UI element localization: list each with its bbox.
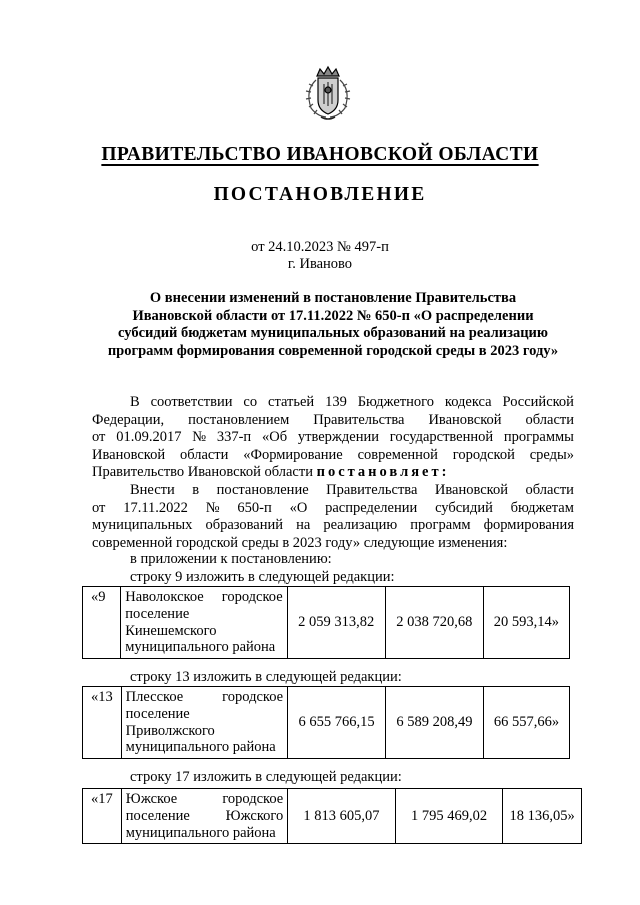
name-line: поселение [125, 605, 190, 622]
subsidy-total: 2 059 313,82 [287, 587, 385, 659]
name-line: поселение Южского [125, 807, 284, 824]
document-body [92, 394, 574, 552]
name-line: муниципального района [125, 639, 276, 656]
name-line: муниципального района [125, 739, 276, 756]
document-type: ПОСТАНОВЛЕНИЕ [213, 184, 427, 205]
table-row-9 [82, 586, 570, 659]
subject-line: О внесении изменений в постановление Правительства [149, 290, 517, 306]
body-line: муниципальных образований на реализацию программ формирования [92, 517, 574, 534]
subsidy-local: 20 593,14» [483, 587, 569, 659]
table-row-17 [82, 788, 582, 844]
annex-line: в приложении к постановлению: [130, 551, 332, 567]
body-line: Ивановской области «Формирование современной городской среды» [92, 446, 574, 463]
government-title: ПРАВИТЕЛЬСТВО ИВАНОВСКОЙ ОБЛАСТИ [101, 144, 539, 165]
body-text: Правительство Ивановской области [92, 464, 313, 481]
name-line: Приволжского [125, 722, 215, 739]
municipality-name [121, 687, 287, 759]
row-17-intro: строку 17 изложить в следующей редакции: [130, 769, 402, 785]
name-line: Кинешемского [125, 622, 217, 639]
row-number: «17 [83, 789, 122, 844]
body-line: современной городской среды в 2023 году» следующие изменения: [92, 534, 508, 551]
name-line: Южское городское [125, 791, 284, 807]
municipality-name [121, 789, 288, 844]
table-row-13 [82, 686, 570, 759]
document-city: г. Иваново [287, 256, 353, 272]
row-number: «13 [83, 687, 122, 759]
body-line: от 17.11.2022 № 650-п «О распределении субсидий бюджетам [92, 499, 574, 516]
row-9-intro: строку 9 изложить в следующей редакции: [130, 569, 395, 585]
document-date-number: от 24.10.2023 № 497-п [251, 239, 389, 255]
row-number: «9 [83, 587, 121, 659]
subject-line: программ формирования современной городской среды в 2023 году» [107, 342, 559, 359]
body-line: Федерации, постановлением Правительства Ивановской области [92, 411, 574, 428]
body-line: В соответствии со статьей 139 Бюджетного кодекса Российской [130, 394, 574, 410]
subsidy-local: 18 136,05» [503, 789, 582, 844]
subsidy-local: 66 557,66» [483, 687, 569, 759]
document-subject [80, 290, 586, 360]
municipality-name [121, 587, 287, 659]
name-line: поселение [125, 705, 190, 722]
name-line: Плесское городское [125, 689, 284, 705]
subsidy-regional: 1 795 469,02 [395, 789, 503, 844]
name-line: муниципального района [125, 824, 276, 841]
resolves-keyword: постановляет: [316, 464, 450, 481]
subsidy-total: 6 655 766,15 [288, 687, 386, 759]
subject-line: Ивановской области от 17.11.2022 № 650-п «О распределении [132, 307, 534, 324]
subsidy-regional: 2 038 720,68 [385, 587, 483, 659]
name-line: Наволокское городское [125, 589, 283, 605]
body-line [92, 464, 574, 482]
ivanovo-coat-of-arms-icon [293, 64, 363, 122]
row-13-intro: строку 13 изложить в следующей редакции: [130, 669, 402, 685]
body-line: от 01.09.2017 № 337-п «Об утверждении государственной программы [92, 429, 574, 446]
subsidy-regional: 6 589 208,49 [386, 687, 484, 759]
subject-line: субсидий бюджетам муниципальных образований на реализацию [118, 325, 548, 342]
subsidy-total: 1 813 605,07 [288, 789, 396, 844]
body-line: Внести в постановление Правительства Ивановской области [130, 481, 574, 498]
